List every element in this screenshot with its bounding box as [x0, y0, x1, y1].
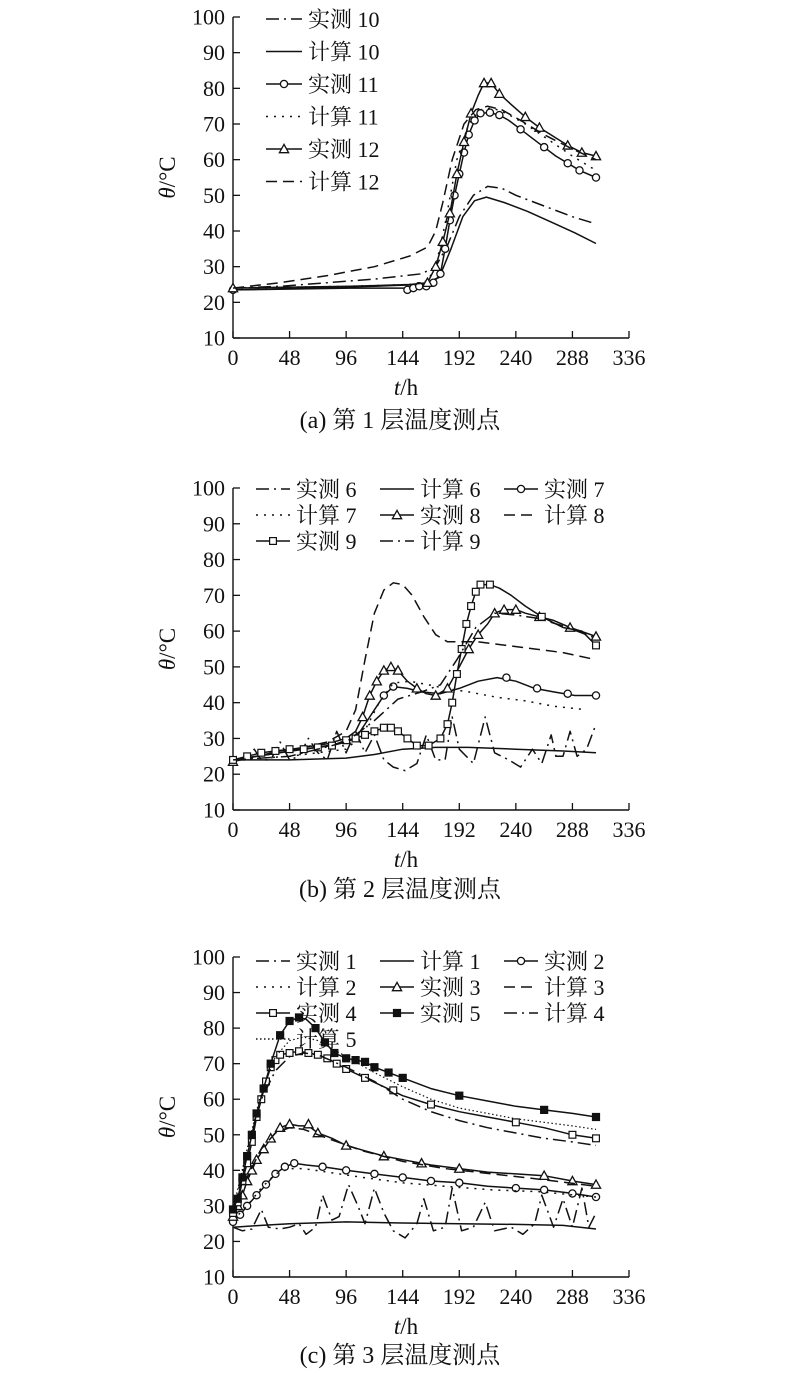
chart-b-series-5 — [228, 605, 600, 765]
chart-c-data-point — [281, 1163, 288, 1170]
chart-c-legend-item — [256, 1027, 357, 1052]
chart-a-series-line — [233, 113, 596, 290]
chart-b-data-point — [592, 692, 599, 699]
chart-b-y-tick-label: 90 — [203, 511, 225, 537]
chart-b-legend-item — [380, 503, 481, 528]
chart-a-legend-label: 计算 12 — [308, 169, 380, 195]
chart-a-data-point — [466, 109, 475, 117]
chart-a-x-tick-label: 336 — [612, 345, 646, 370]
chart-c-data-point — [371, 1170, 378, 1177]
chart-c-legend-item — [256, 1001, 357, 1026]
chart-b-data-point — [395, 728, 402, 735]
chart-a-y-tick-label: 80 — [203, 75, 225, 101]
chart-b-legend-item — [256, 529, 357, 554]
chart-c-data-point — [267, 1060, 274, 1067]
chart-c-y-tick-label: 60 — [203, 1086, 225, 1112]
chart-c-series-8 — [229, 1014, 599, 1213]
chart-a-legend-label: 计算 10 — [308, 39, 380, 65]
chart-c-x-tick-label: 192 — [442, 1284, 476, 1309]
chart-b-legend-sample-marker — [517, 485, 524, 492]
chart-a-data-point — [564, 160, 571, 167]
chart-c-legend-sample-marker — [393, 1009, 400, 1016]
chart-c-x-tick-label: 144 — [386, 1284, 420, 1309]
chart-b-series-line — [233, 585, 596, 760]
chart-c-series-line — [233, 1124, 596, 1217]
chart-c-legend-item — [504, 949, 605, 974]
chart-c-y-tick-label: 50 — [203, 1122, 225, 1148]
chart-c-data-point — [304, 1120, 313, 1128]
chart-c-legend-item — [380, 1001, 481, 1026]
chart-a-series-3 — [229, 109, 599, 293]
chart-a-data-point — [517, 126, 524, 133]
chart-c-series-3 — [229, 1160, 599, 1226]
chart-a-series-1 — [233, 186, 596, 288]
chart-b-data-point — [388, 724, 395, 731]
chart-a-legend-label: 实测 10 — [308, 7, 380, 32]
chart-b-legend-item — [380, 529, 481, 554]
chart-b-data-point — [258, 749, 265, 756]
chart-a-x-tick-label: 192 — [442, 345, 476, 370]
chart-a-legend-label: 实测 11 — [308, 72, 379, 97]
chart-b-caption: (b) 第 2 层温度测点 — [299, 877, 501, 903]
chart-c-legend-label: 实测 4 — [296, 1001, 357, 1026]
chart-b-data-point — [463, 621, 470, 628]
chart-c-legend-label: 计算 1 — [420, 949, 481, 974]
chart-c-legend-label: 实测 5 — [420, 1001, 481, 1026]
chart-b-data-point — [487, 581, 494, 588]
chart-a — [0, 0, 800, 400]
chart-a-data-point — [541, 144, 548, 151]
chart-b-series-6 — [233, 583, 596, 760]
chart-b-data-point — [533, 685, 540, 692]
chart-c-y-tick-label: 90 — [203, 980, 225, 1006]
chart-b-series-line — [233, 583, 596, 760]
chart-b-data-point — [404, 735, 411, 742]
chart-a-y-tick-label: 90 — [203, 40, 225, 66]
chart-b-legend-label: 实测 9 — [296, 529, 357, 554]
chart-c-legend-item — [504, 975, 605, 1000]
chart-a-data-point — [437, 270, 444, 277]
chart-b-y-tick-label: 10 — [203, 797, 225, 823]
chart-b-data-point — [362, 731, 369, 738]
chart-c-data-point — [569, 1190, 576, 1197]
chart-b-y-tick-label: 70 — [203, 582, 225, 608]
chart-b-x-tick-label: 288 — [555, 817, 589, 842]
chart-a-legend-item — [266, 137, 380, 162]
chart-c-y-axis-label: θ/°C — [155, 1095, 180, 1139]
chart-c-data-point — [427, 1177, 434, 1184]
chart-b-x-tick-label: 192 — [442, 817, 476, 842]
chart-b-y-tick-label: 20 — [203, 761, 225, 787]
chart-c-data-point — [342, 1141, 351, 1149]
chart-b-data-point — [413, 742, 420, 749]
chart-a-legend-label: 计算 11 — [308, 104, 379, 130]
chart-a-series-5 — [228, 78, 600, 291]
chart-a-data-point — [445, 209, 454, 217]
chart-a-x-tick-label: 144 — [386, 345, 420, 370]
chart-a-data-point — [471, 117, 478, 124]
chart-b-data-point — [468, 603, 475, 610]
chart-b-y-tick-label: 50 — [203, 654, 225, 680]
chart-b-x-tick-label: 48 — [278, 817, 301, 842]
chart-c-data-point — [277, 1051, 284, 1058]
chart-a-legend-sample-marker — [280, 80, 287, 87]
chart-a-x-tick-label: 48 — [278, 345, 301, 370]
chart-b-data-point — [380, 692, 387, 699]
chart-c-data-point — [593, 1135, 600, 1142]
chart-b-legend-label: 计算 7 — [296, 503, 357, 528]
chart-b-legend-sample-marker — [270, 538, 277, 545]
chart-b-x-tick-label: 144 — [386, 817, 420, 842]
chart-a-legend — [266, 7, 380, 195]
chart-b-data-point — [286, 746, 293, 753]
chart-c-data-point — [512, 1119, 519, 1126]
chart-c-series-line — [233, 1128, 596, 1217]
chart-c-legend-item — [380, 949, 481, 974]
chart-c-data-point — [385, 1069, 392, 1076]
chart-a-legend-item — [266, 40, 380, 65]
chart-c-y-tick-label: 20 — [203, 1228, 225, 1254]
chart-c-x-tick-label: 240 — [499, 1284, 533, 1309]
chart-b-y-tick-label: 80 — [203, 547, 225, 573]
chart-a-x-tick-label: 96 — [335, 345, 358, 370]
chart-b-series-line — [233, 610, 596, 762]
chart-c-x-tick-label: 288 — [555, 1284, 589, 1309]
chart-b-data-point — [372, 677, 381, 685]
chart-b-data-point — [458, 646, 465, 653]
chart-c-legend-sample-marker — [270, 1010, 277, 1017]
chart-a-series-line — [233, 106, 596, 288]
chart-c-x-tick-label: 336 — [612, 1284, 646, 1309]
chart-b-y-tick-label: 60 — [203, 618, 225, 644]
chart-c-data-point — [252, 1155, 261, 1163]
chart-a-y-tick-label: 10 — [203, 325, 225, 351]
chart-a-y-tick-label: 70 — [203, 111, 225, 137]
chart-b-data-point — [564, 690, 571, 697]
chart-b-legend-item — [504, 477, 605, 502]
chart-c-data-point — [277, 1032, 284, 1039]
chart-c-data-point — [592, 1113, 599, 1120]
chart-c-y-tick-label: 40 — [203, 1157, 225, 1183]
chart-b — [0, 460, 800, 870]
chart-a-data-point — [592, 174, 599, 181]
chart-a-y-tick-label: 20 — [203, 289, 225, 315]
chart-a-series-6 — [233, 106, 596, 288]
chart-a-data-point — [496, 111, 503, 118]
chart-c-legend-item — [256, 949, 357, 974]
chart-b-y-tick-label: 100 — [192, 475, 225, 501]
chart-c-series-6 — [233, 1128, 596, 1217]
chart-c-data-point — [286, 1017, 293, 1024]
chart-c-x-tick-label: 0 — [227, 1284, 239, 1309]
chart-c-data-point — [371, 1064, 378, 1071]
chart-b-data-point — [477, 581, 484, 588]
chart-c-x-axis-label: t/h — [393, 1314, 419, 1339]
chart-c-legend-label: 计算 3 — [544, 975, 605, 1000]
chart-b-legend-item — [504, 503, 605, 528]
chart-c — [0, 930, 800, 1339]
chart-c-legend-label: 计算 4 — [544, 1001, 605, 1026]
chart-b-data-point — [365, 691, 374, 699]
chart-c-data-point — [285, 1120, 294, 1128]
chart-b-y-axis-label: θ/°C — [155, 627, 180, 671]
chart-c-data-point — [319, 1163, 326, 1170]
chart-b-x-tick-label: 96 — [335, 817, 358, 842]
chart-b-legend-label: 计算 9 — [420, 529, 481, 554]
chart-a-series-line — [233, 186, 596, 288]
chart-c-data-point — [253, 1192, 260, 1199]
chart-b-data-point — [300, 746, 307, 753]
chart-c-data-point — [399, 1074, 406, 1081]
chart-c-legend-label: 实测 2 — [544, 949, 605, 974]
chart-a-data-point — [486, 109, 493, 116]
chart-a-legend-item — [266, 7, 380, 32]
chart-b-data-point — [425, 742, 432, 749]
chart-c-data-point — [541, 1106, 548, 1113]
chart-a-legend-item — [266, 105, 379, 130]
chart-b-data-point — [358, 712, 367, 720]
chart-b-legend-label: 实测 7 — [544, 477, 605, 502]
chart-c-data-point — [456, 1092, 463, 1099]
chart-a-y-tick-label: 100 — [192, 4, 225, 30]
chart-a-series-line — [233, 197, 596, 290]
chart-c-data-point — [456, 1179, 463, 1186]
chart-a-series-4 — [233, 108, 596, 288]
chart-c-legend-label: 实测 1 — [296, 949, 357, 974]
chart-b-data-point — [390, 683, 397, 690]
chart-c-data-point — [569, 1131, 576, 1138]
chart-a-legend-label: 实测 12 — [308, 137, 380, 162]
chart-a-data-point — [431, 262, 440, 270]
chart-panel-c — [0, 930, 800, 1381]
chart-b-data-point — [538, 613, 545, 620]
chart-a-series-line — [233, 83, 596, 288]
chart-b-legend-item — [380, 477, 481, 502]
chart-b-data-point — [386, 662, 395, 670]
chart-c-legend-sample-marker — [517, 957, 524, 964]
chart-c-data-point — [291, 1160, 298, 1167]
chart-panel-b — [0, 460, 800, 920]
chart-a-x-axis-label: t/h — [393, 375, 419, 400]
chart-a-data-point — [442, 245, 449, 252]
chart-a-x-tick-label: 240 — [499, 345, 533, 370]
chart-b-legend-item — [256, 477, 357, 502]
chart-b-data-point — [437, 735, 444, 742]
chart-a-y-tick-label: 50 — [203, 182, 225, 208]
chart-a-y-axis-label: θ/°C — [155, 156, 180, 199]
chart-c-y-tick-label: 30 — [203, 1193, 225, 1219]
chart-b-data-point — [443, 684, 452, 692]
chart-c-data-point — [361, 1058, 368, 1065]
chart-b-legend — [256, 477, 605, 554]
chart-a-legend-item — [266, 170, 380, 195]
chart-b-x-tick-label: 0 — [227, 817, 239, 842]
chart-a-y-tick-label: 30 — [203, 254, 225, 280]
chart-b-y-tick-label: 30 — [203, 725, 225, 751]
chart-c-y-tick-label: 100 — [192, 944, 225, 970]
chart-b-data-point — [503, 674, 510, 681]
chart-b-legend-label: 计算 6 — [420, 477, 481, 502]
chart-c-data-point — [314, 1051, 321, 1058]
chart-c-data-point — [428, 1101, 435, 1108]
chart-b-data-point — [272, 748, 279, 755]
chart-b-legend-label: 计算 8 — [544, 503, 605, 528]
chart-a-x-tick-label: 288 — [555, 345, 589, 370]
chart-c-data-point — [286, 1050, 293, 1057]
chart-a-y-tick-label: 60 — [203, 147, 225, 173]
chart-c-y-tick-label: 70 — [203, 1051, 225, 1077]
chart-c-data-point — [343, 1167, 350, 1174]
chart-b-series-7 — [230, 581, 600, 763]
chart-a-legend-item — [266, 72, 379, 97]
chart-b-data-point — [352, 735, 359, 742]
chart-b-x-tick-label: 240 — [499, 817, 533, 842]
chart-c-caption: (c) 第 3 层温度测点 — [299, 1343, 501, 1369]
chart-b-data-point — [444, 721, 451, 728]
chart-a-x-tick-label: 0 — [227, 345, 239, 370]
chart-a-data-point — [576, 167, 583, 174]
chart-a-y-tick-label: 40 — [203, 218, 225, 244]
chart-b-data-point — [449, 699, 456, 706]
chart-a-series-2 — [233, 197, 596, 290]
chart-c-legend — [256, 949, 605, 1052]
chart-c-data-point — [262, 1181, 269, 1188]
chart-b-legend-item — [256, 503, 357, 528]
chart-b-x-axis-label: t/h — [393, 847, 419, 872]
chart-c-legend-label: 实测 3 — [420, 975, 481, 1000]
chart-c-legend-item — [380, 975, 481, 1000]
chart-c-data-point — [272, 1170, 279, 1177]
chart-c-legend-label: 计算 5 — [296, 1027, 357, 1052]
chart-a-series-line — [233, 108, 596, 288]
chart-c-x-tick-label: 96 — [335, 1284, 358, 1309]
chart-c-data-point — [236, 1211, 243, 1218]
chart-c-data-point — [399, 1174, 406, 1181]
chart-panel-a — [0, 0, 800, 450]
chart-b-data-point — [454, 671, 461, 678]
chart-c-legend-label: 计算 2 — [296, 975, 357, 1000]
chart-c-x-tick-label: 48 — [278, 1284, 301, 1309]
chart-b-y-tick-label: 40 — [203, 690, 225, 716]
chart-b-legend-label: 实测 6 — [296, 477, 357, 502]
chart-a-caption: (a) 第 1 层温度测点 — [299, 408, 501, 434]
chart-b-data-point — [593, 642, 600, 649]
chart-c-y-tick-label: 80 — [203, 1015, 225, 1041]
chart-c-legend-item — [504, 1001, 605, 1026]
chart-c-legend-item — [256, 975, 357, 1000]
chart-c-y-tick-label: 10 — [203, 1264, 225, 1290]
chart-b-data-point — [371, 728, 378, 735]
chart-b-data-point — [380, 724, 387, 731]
chart-b-x-tick-label: 336 — [612, 817, 646, 842]
chart-b-legend-label: 实测 8 — [420, 503, 481, 528]
chart-a-data-point — [477, 110, 484, 117]
chart-b-data-point — [472, 588, 479, 595]
